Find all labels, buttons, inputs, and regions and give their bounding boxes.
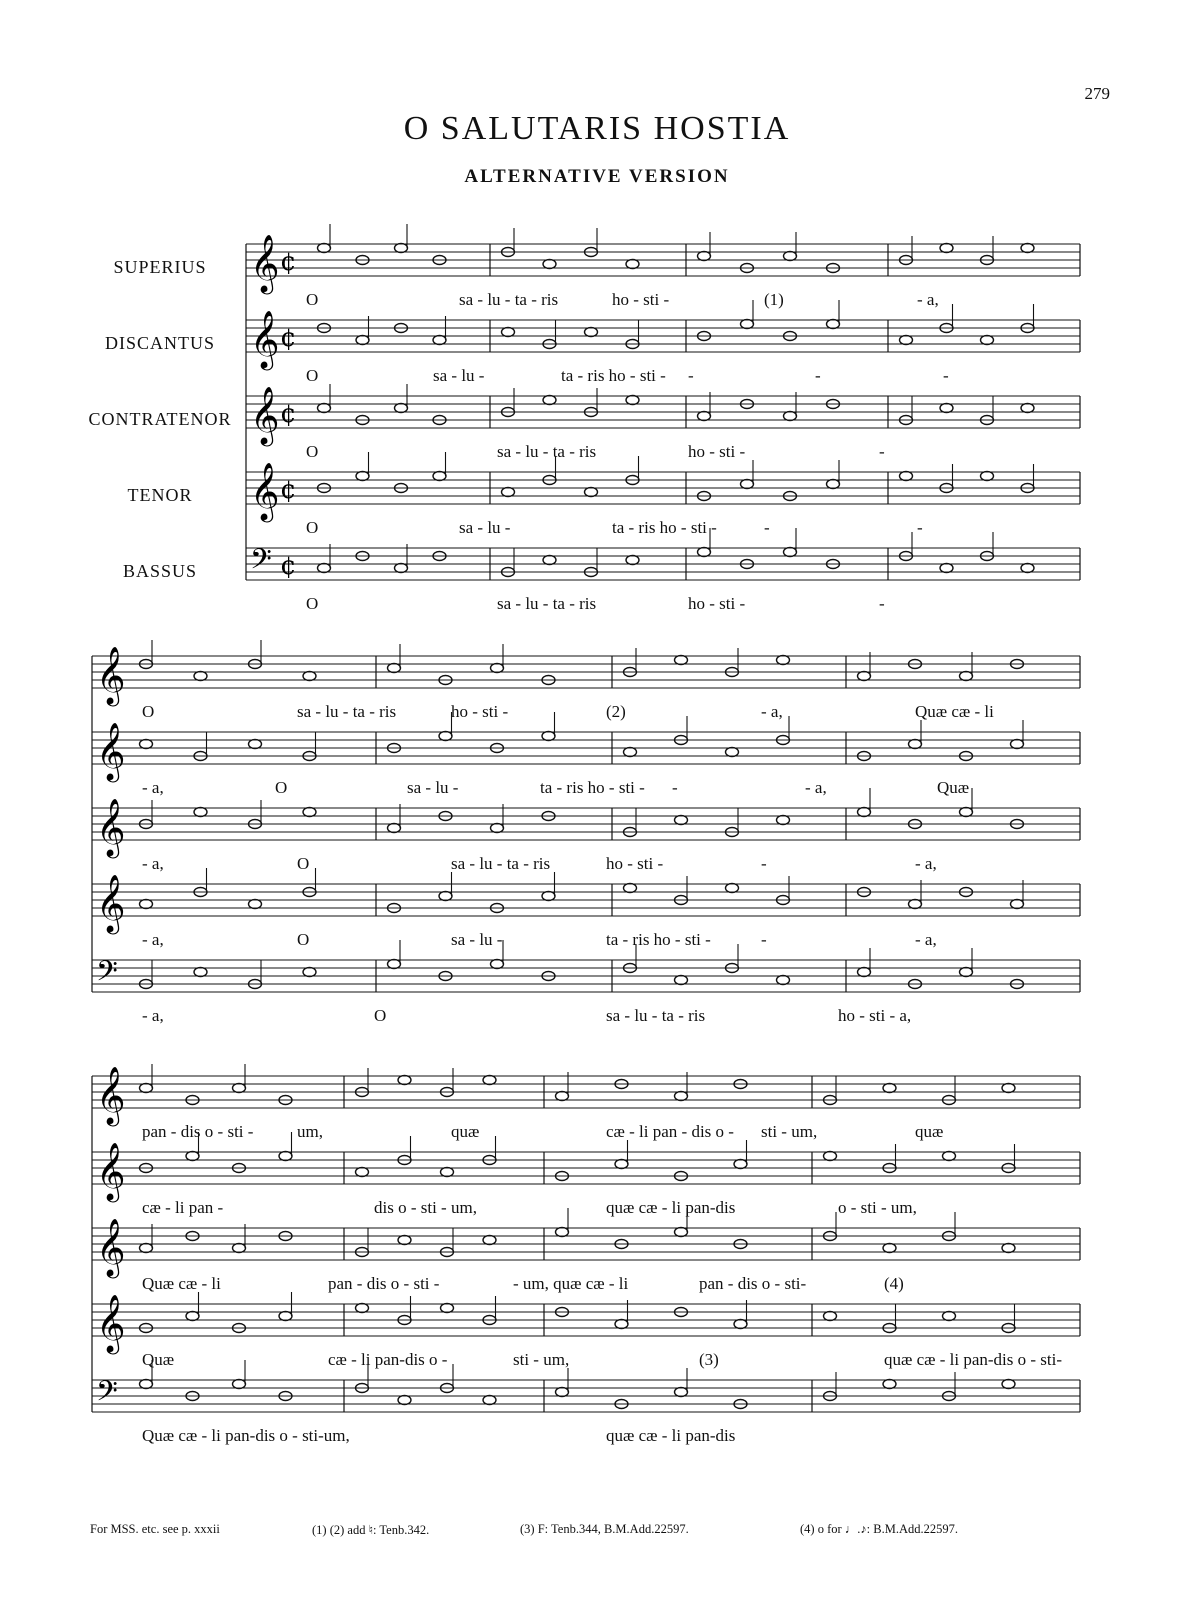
cut-time-icon: ¢ — [280, 475, 297, 505]
note-head — [858, 808, 871, 817]
lyric-syllables: dis o - sti - um, — [374, 1198, 477, 1217]
note-head — [784, 412, 797, 421]
note-head — [543, 396, 556, 405]
note-head — [615, 1160, 628, 1169]
note-head — [140, 1084, 153, 1093]
lyric-syllables: O — [306, 594, 319, 613]
lyric-syllables: O — [297, 930, 310, 949]
note-head — [698, 252, 711, 261]
note-head — [883, 1084, 896, 1093]
note-head — [1002, 1380, 1015, 1389]
lyric-syllables: - a, — [915, 930, 937, 949]
note-head — [194, 968, 207, 977]
note-head — [186, 1312, 199, 1321]
lyric-syllables: - a, — [142, 1006, 164, 1025]
lyric-syllables: Quæ cæ - li pan-dis o - sti-um, — [142, 1426, 350, 1445]
note-head — [502, 488, 515, 497]
bass-clef-icon: 𝄢 — [96, 955, 118, 995]
lyric-syllables: O — [275, 778, 288, 797]
note-head — [395, 404, 408, 413]
note-head — [734, 1160, 747, 1169]
note-head — [483, 1076, 496, 1085]
treble-clef-icon: 𝄞 — [250, 462, 280, 520]
lyric-syllables: quæ — [915, 1122, 944, 1141]
note-head — [777, 656, 790, 665]
piece-title: O SALUTARIS HOSTIA — [403, 110, 791, 147]
note-head — [441, 1168, 454, 1177]
treble-clef-icon: 𝄞 — [96, 722, 126, 780]
note-head — [943, 1152, 956, 1161]
note-head — [279, 1152, 292, 1161]
note-head — [777, 816, 790, 825]
note-head — [398, 1076, 411, 1085]
lyric-syllables: O — [306, 366, 319, 385]
note-head — [784, 548, 797, 557]
lyric-syllables: - a, — [917, 290, 939, 309]
lyric-syllables: sa - lu - — [407, 778, 459, 797]
lyric-syllables: - — [761, 854, 767, 873]
note-head — [356, 1168, 369, 1177]
lyric-syllables: O — [297, 854, 310, 873]
note-head — [249, 740, 262, 749]
note-head — [1021, 564, 1034, 573]
lyric-syllables: Quæ cæ - li — [142, 1274, 221, 1293]
lyric-syllables: (2) — [606, 702, 626, 721]
note-head — [439, 732, 452, 741]
note-head — [356, 1304, 369, 1313]
note-head — [439, 892, 452, 901]
note-head — [624, 748, 637, 757]
note-head — [556, 1388, 569, 1397]
note-head — [824, 1312, 837, 1321]
note-head — [943, 1312, 956, 1321]
lyric-syllables: pan - dis o - sti - — [328, 1274, 440, 1293]
note-head — [543, 260, 556, 269]
lyric-syllables: - — [688, 366, 694, 385]
voice-label-bassus: BASSUS — [122, 561, 198, 581]
note-head — [502, 328, 515, 337]
note-head — [883, 1244, 896, 1253]
note-head — [303, 808, 316, 817]
lyric-syllables: um, — [297, 1122, 323, 1141]
lyric-syllables: quæ — [451, 1122, 480, 1141]
lyric-syllables: sa - lu - — [433, 366, 485, 385]
note-head — [542, 732, 555, 741]
note-head — [675, 1388, 688, 1397]
voice-label-tenor: TENOR — [127, 485, 193, 505]
lyric-syllables: - — [815, 366, 821, 385]
voice-label-discantus: DISCANTUS — [104, 333, 215, 353]
lyric-syllables: ta - ris ho - sti - — [612, 518, 717, 537]
lyric-syllables: - — [879, 442, 885, 461]
lyric-syllables: ta - ris ho - sti - — [540, 778, 645, 797]
lyric-syllables: cæ - li pan-dis o - — [328, 1350, 448, 1369]
note-head — [556, 1092, 569, 1101]
treble-clef-icon: 𝄞 — [250, 310, 280, 368]
lyric-syllables: sti - um, — [761, 1122, 818, 1141]
note-head — [624, 884, 637, 893]
note-head — [279, 1312, 292, 1321]
lyric-syllables: o - sti - um, — [838, 1198, 917, 1217]
lyric-syllables: sa - lu - ta - ris — [497, 442, 597, 461]
lyric-syllables: ta - ris ho - sti - — [606, 930, 711, 949]
lyric-syllables: - — [879, 594, 885, 613]
note-head — [940, 244, 953, 253]
note-head — [698, 412, 711, 421]
note-head — [827, 480, 840, 489]
note-head — [827, 320, 840, 329]
lyric-syllables: - — [672, 778, 678, 797]
note-head — [883, 1380, 896, 1389]
lyric-syllables: ho - sti - — [688, 442, 746, 461]
note-head — [140, 1244, 153, 1253]
note-head — [741, 320, 754, 329]
lyric-syllables: O — [142, 702, 155, 721]
piece-subtitle: ALTERNATIVE VERSION — [464, 166, 730, 187]
note-head — [1011, 900, 1024, 909]
note-head — [1021, 404, 1034, 413]
lyric-syllables: - um, quæ cæ - li — [513, 1274, 629, 1293]
lyric-syllables: - — [917, 518, 923, 537]
note-head — [675, 1092, 688, 1101]
lyric-syllables: pan - dis o - sti - — [142, 1122, 254, 1141]
lyric-syllables: - a, — [142, 930, 164, 949]
lyric-syllables: - a, — [915, 854, 937, 873]
voice-label-contratenor: CONTRATENOR — [88, 409, 232, 429]
note-head — [960, 808, 973, 817]
note-head — [433, 472, 446, 481]
lyric-syllables: ho - sti - a, — [838, 1006, 912, 1025]
note-head — [909, 740, 922, 749]
note-head — [356, 472, 369, 481]
lyric-syllables: sa - lu - — [459, 518, 511, 537]
note-head — [543, 556, 556, 565]
note-head — [585, 328, 598, 337]
note-head — [249, 900, 262, 909]
lyric-syllables: O — [374, 1006, 387, 1025]
note-head — [194, 672, 207, 681]
lyric-syllables: cæ - li pan - dis o - — [606, 1122, 734, 1141]
cut-time-icon: ¢ — [280, 247, 297, 277]
note-head — [981, 472, 994, 481]
note-head — [483, 1236, 496, 1245]
treble-clef-icon: 𝄞 — [96, 1218, 126, 1276]
lyric-syllables: ta - ris ho - sti - — [561, 366, 666, 385]
note-head — [186, 1152, 199, 1161]
note-head — [318, 244, 331, 253]
note-head — [441, 1304, 454, 1313]
note-head — [318, 564, 331, 573]
note-head — [388, 960, 401, 969]
note-head — [233, 1084, 246, 1093]
footnote-sources: For MSS. etc. see p. xxxii — [90, 1522, 220, 1536]
note-head — [395, 564, 408, 573]
note-head — [483, 1396, 496, 1405]
treble-clef-icon: 𝄞 — [96, 1294, 126, 1352]
voice-label-superius: SUPERIUS — [113, 257, 207, 277]
note-head — [858, 968, 871, 977]
note-head — [940, 564, 953, 573]
note-head — [960, 968, 973, 977]
note-head — [858, 672, 871, 681]
note-head — [388, 824, 401, 833]
lyric-syllables: O — [306, 518, 319, 537]
page-number: 279 — [1084, 84, 1110, 103]
lyric-syllables: pan - dis o - sti- — [699, 1274, 807, 1293]
treble-clef-icon: 𝄞 — [96, 874, 126, 932]
note-head — [1011, 740, 1024, 749]
treble-clef-icon: 𝄞 — [96, 1142, 126, 1200]
lyric-syllables: sa - lu - ta - ris — [459, 290, 559, 309]
note-head — [777, 976, 790, 985]
note-head — [303, 968, 316, 977]
note-head — [585, 488, 598, 497]
note-head — [388, 664, 401, 673]
lyric-syllables: quæ cæ - li pan-dis o - sti- — [884, 1350, 1063, 1369]
lyric-syllables: - a, — [142, 854, 164, 873]
treble-clef-icon: 𝄞 — [250, 386, 280, 444]
lyric-syllables: - — [943, 366, 949, 385]
note-head — [398, 1236, 411, 1245]
note-head — [1002, 1084, 1015, 1093]
note-head — [626, 556, 639, 565]
lyric-syllables: quæ cæ - li pan-dis — [606, 1426, 736, 1445]
note-head — [900, 472, 913, 481]
lyric-syllables: cæ - li pan - — [142, 1198, 224, 1217]
note-head — [960, 672, 973, 681]
note-head — [1002, 1244, 1015, 1253]
lyric-syllables: sa - lu - ta - ris — [297, 702, 397, 721]
note-head — [675, 816, 688, 825]
note-head — [1021, 244, 1034, 253]
note-head — [900, 336, 913, 345]
lyric-syllables: - a, — [761, 702, 783, 721]
note-head — [233, 1244, 246, 1253]
note-head — [726, 884, 739, 893]
bass-clef-icon: 𝄢 — [96, 1375, 118, 1415]
note-head — [698, 548, 711, 557]
cut-time-icon: ¢ — [280, 399, 297, 429]
note-head — [140, 1380, 153, 1389]
lyric-syllables: O — [306, 290, 319, 309]
footnote-1-2: (1) (2) add ♮: Tenb.342. — [312, 1523, 430, 1537]
note-head — [726, 748, 739, 757]
cut-time-icon: ¢ — [280, 323, 297, 353]
note-head — [615, 1320, 628, 1329]
note-head — [140, 740, 153, 749]
lyric-syllables: sa - lu - ta - ris — [497, 594, 597, 613]
treble-clef-icon: 𝄞 — [250, 234, 280, 292]
note-head — [675, 976, 688, 985]
treble-clef-icon: 𝄞 — [96, 646, 126, 704]
note-head — [140, 900, 153, 909]
lyric-syllables: sa - lu - ta - ris — [606, 1006, 706, 1025]
note-head — [626, 396, 639, 405]
lyric-syllables: (3) — [699, 1350, 719, 1369]
lyric-syllables: sti - um, — [513, 1350, 570, 1369]
lyric-syllables: sa - lu - ta - ris — [451, 854, 551, 873]
lyric-syllables: Quæ cæ - li — [915, 702, 994, 721]
note-head — [433, 336, 446, 345]
note-head — [940, 404, 953, 413]
note-head — [909, 900, 922, 909]
note-head — [491, 664, 504, 673]
note-head — [233, 1380, 246, 1389]
note-head — [491, 824, 504, 833]
note-head — [734, 1320, 747, 1329]
note-head — [784, 252, 797, 261]
lyric-syllables: - — [761, 930, 767, 949]
lyric-syllables: (4) — [884, 1274, 904, 1293]
lyric-syllables: - a, — [142, 778, 164, 797]
note-head — [626, 260, 639, 269]
lyric-syllables: (1) — [764, 290, 784, 309]
footnote-3: (3) F: Tenb.344, B.M.Add.22597. — [520, 1522, 689, 1536]
lyric-syllables: sa - lu - — [451, 930, 503, 949]
note-head — [741, 480, 754, 489]
lyric-syllables: ho - sti - — [451, 702, 509, 721]
lyric-syllables: Quæ — [937, 778, 970, 797]
note-head — [675, 656, 688, 665]
footnote-4: (4) o for ♩.♪: B.M.Add.22597. — [800, 1522, 958, 1536]
note-head — [491, 960, 504, 969]
lyric-syllables: ho - sti - — [688, 594, 746, 613]
treble-clef-icon: 𝄞 — [96, 798, 126, 856]
note-head — [398, 1396, 411, 1405]
lyric-syllables: - a, — [805, 778, 827, 797]
lyric-syllables: ho - sti - — [606, 854, 664, 873]
lyric-syllables: quæ cæ - li pan-dis — [606, 1198, 736, 1217]
bass-clef-icon: 𝄢 — [250, 543, 272, 583]
note-head — [303, 672, 316, 681]
lyric-syllables: Quæ — [142, 1350, 175, 1369]
note-head — [194, 808, 207, 817]
note-head — [318, 404, 331, 413]
lyric-syllables: ho - sti - — [612, 290, 670, 309]
note-head — [542, 892, 555, 901]
treble-clef-icon: 𝄞 — [96, 1066, 126, 1124]
note-head — [981, 336, 994, 345]
lyric-syllables: - — [764, 518, 770, 537]
note-head — [556, 1228, 569, 1237]
note-head — [356, 336, 369, 345]
note-head — [395, 244, 408, 253]
note-head — [824, 1152, 837, 1161]
cut-time-icon: ¢ — [280, 551, 297, 581]
lyric-syllables: O — [306, 442, 319, 461]
note-head — [675, 1228, 688, 1237]
